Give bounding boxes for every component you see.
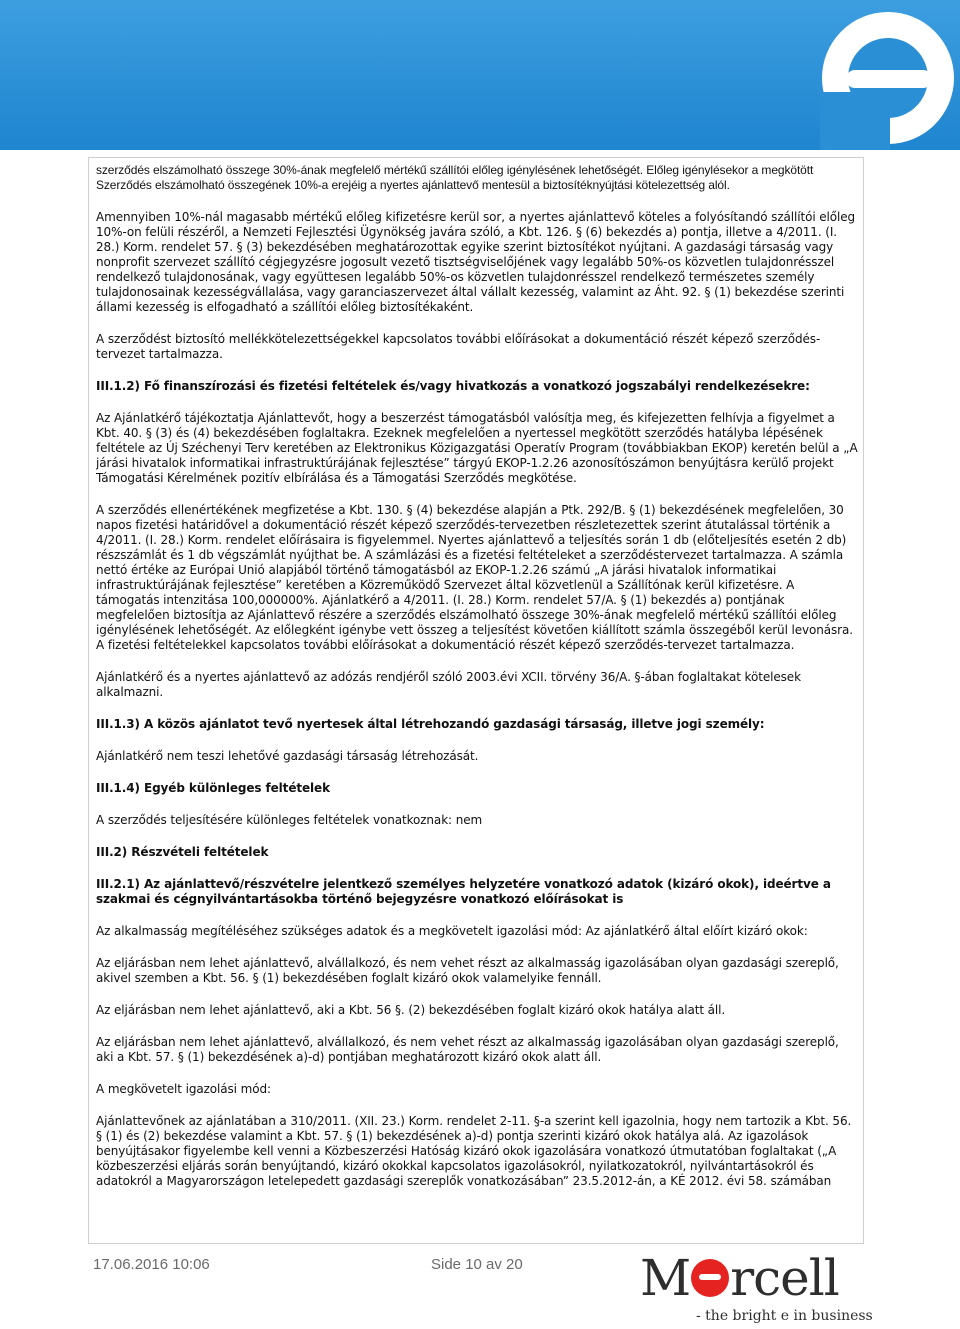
section-heading: III.1.4) Egyéb különleges feltételek	[96, 781, 330, 795]
paragraph: Ajánlatkérő nem teszi lehetővé gazdasági társaság létrehozását.	[96, 749, 479, 763]
paragraph: szerződés elszámolható összege 30%-ának megfelelő mértékű szállítói előleg igénylésének lehetőségét. Előleg igénylésekor a megkötött Szerződés elszámolható összegének 10%-a erejéig a nyertes ajánlattevő mentesül a biztosítéknyújtási kötelezettség alól.	[96, 163, 814, 192]
footer-date: 17.06.2016 10:06	[93, 1256, 210, 1273]
brand-wordmark	[640, 1250, 839, 1306]
paragraph: A szerződést biztosító mellékkötelezettségekkel kapcsolatos további előírásokat a dokumentáció részét képező szerződés-tervezet tartalmazza.	[96, 332, 821, 361]
section-heading: III.2.1) Az ajánlattevő/részvételre jelentkező személyes helyzetére vonatkozó adatok (kizáró okok), ideértve a szakmai és cégnyilvántartásokba történő bejegyzésre vonatkozó előírásokat is	[96, 877, 831, 906]
paragraph: Az eljárásban nem lehet ajánlattevő, alvállalkozó, és nem vehet részt az alkalmasság igazolásában olyan gazdasági szereplő, akivel szemben a Kbt. 56. § (1) bekezdésében foglalt kizáró okok valamelyike fennáll.	[96, 956, 839, 985]
paragraph: Ajánlatkérő és a nyertes ajánlattevő az adózás rendjéről szóló 2003.évi XCII. törvény 36/A. §-ában foglaltakat kötelesek alkalmazni.	[96, 670, 801, 699]
paragraph: Az Ajánlatkérő tájékoztatja Ajánlattevőt, hogy a beszerzést támogatásból valósítja meg, és kifejezetten felhívja a figyelmet a Kbt. 40. § (3) és (4) bekezdésében foglaltakra. Ezeknek megfelelően a nyertessel megkötött szerződés hatályba lépésének feltétele az Új Széchenyi Terv keretében az Elektronikus Közigazgatási Operatív Program (továbbiakban EKOP) keretén belül a „A járási hivatalok informatikai infrastruktúrájának fejlesztése” tárgyú EKOP-1.2.26 azonosítószámon benyújtásra kerülő projekt Támogatási Kérelmének pozitív elbírálása és a Támogatási Szerződés megkötése.	[96, 411, 858, 485]
paragraph: Az eljárásban nem lehet ajánlattevő, alvállalkozó, és nem vehet részt az alkalmasság igazolásában olyan gazdasági szereplő, aki a Kbt. 57. § (1) bekezdésének a)-d) pontjában meghatározott kizáró okok alatt áll.	[96, 1035, 839, 1064]
section-heading: III.1.3) A közös ajánlatot tevő nyertesek által létrehozandó gazdasági társaság, illetve jogi személy:	[96, 717, 765, 731]
footer-page-number: Side 10 av 20	[431, 1256, 523, 1273]
red-e-icon	[691, 1259, 729, 1297]
brand-name-start: M	[640, 1249, 691, 1307]
e-logo-icon	[760, 0, 960, 150]
paragraph: Az alkalmasság megítéléséhez szükséges adatok és a megkövetelt igazolási mód: Az ajánlatkérő által előírt kizáró okok:	[96, 924, 808, 938]
paragraph: Amennyiben 10%-nál magasabb mértékű előleg kifizetésre kerül sor, a nyertes ajánlattevő köteles a folyósítandó szállítói előleg 10%-on felüli részéről, a Nemzeti Fejlesztési Ügynökség javára szóló, a Kbt. 126. § (6) bekezdés a) pontja, illetve a 4/2011. (I. 28.) Korm. rendelet 57. § (3) bekezdésében meghatározottak egyike szerint biztosítékot nyújtani. A gazdasági társaság vagy nonprofit szervezet szállító cégjegyzésre jogosult vezető tisztségviselőjének vagy legalább 50%-os közvetlen tulajdonrésszel rendelkező tulajdonosának, vagy együttesen legalább 50%-os közvetlen tulajdonrésszel rendelkező természetes személy tulajdonosainak kezességvállalása, vagy garanciaszervezet által vállalt kezesség, valamint az Áht. 92. § (1) bekezdése szerinti állami kezesség is elfogadható a szállítói előleg biztosítékaként.	[96, 210, 856, 314]
brand-logo	[640, 1249, 873, 1325]
document-body	[96, 163, 858, 1243]
brand-name-end: rcell	[730, 1249, 839, 1307]
header-banner	[0, 0, 960, 150]
section-heading: III.2) Részvételi feltételek	[96, 845, 269, 859]
paragraph: Ajánlattevőnek az ajánlatában a 310/2011. (XII. 23.) Korm. rendelet 2-11. §-a szerint kell igazolnia, hogy nem tartozik a Kbt. 56. § (1) és (2) bekezdése valamint a Kbt. 57. § (1) bekezdésének a)-d) pontja szerinti kizáró okok hatálya alá. Az igazolások benyújtásakor figyelembe kell venni a Közbeszerzési Hatóság kizáró okok igazolására vonatkozó útmutatóban foglaltakat („A közbeszerzési eljárás során benyújtandó, kizáró okokkal kapcsolatos igazolásokról, nyilatkozatokról, nyilvántartásokról és adatokról a Magyarországon letelepedett gazdasági szereplők vonatkozásában” 23.5.2012-án, a KÉ 2012. évi 58. számában	[96, 1114, 852, 1188]
paragraph: A szerződés ellenértékének megfizetése a Kbt. 130. § (4) bekezdése alapján a Ptk. 292/B. § (1) bekezdésének megfelelően, 30 napos fizetési határidővel a dokumentáció részét képező szerződés-tervezetben részletezettek szerint átutalással történik a 4/2011. (I. 28.) Korm. rendelet előírásaira is figyelemmel. Nyertes ajánlattevő a teljesítés során 1 db (előteljesítés esetén 2 db) részszámlát és 1 db végszámlát nyújthat be. A számlázási és a fizetési feltételeket a szerződéstervezet tartalmazza. A számla nettó értéke az Európai Unió alapjából történő támogatásból az EKOP-1.2.26 számú „A járási hivatalok informatikai infrastruktúrájának fejlesztése” keretében a Közreműködő Szervezet által közvetlenül a Szállítónak kerül kifizetésre. A támogatás intenzitása 100,000000%. Ajánlatkérő a 4/2011. (I. 28.) Korm. rendelet 57/A. § (1) bekezdés a) pontjának megfelelően biztosítja az Ajánlattevő részére a szerződés elszámolható összege 30%-ának megfelelő mértékű szállítói előleg igénylésének lehetőségét. Az előlegként igénybe vett összeg a teljesítést követően kiállított számla összegéből kerül levonásra. A fizetési feltételekkel kapcsolatos további előírásokat a dokumentáció részét képező szerződés-tervezet tartalmazza.	[96, 503, 853, 652]
paragraph: Az eljárásban nem lehet ajánlattevő, aki a Kbt. 56 §. (2) bekezdésében foglalt kizáró okok hatálya alatt áll.	[96, 1003, 726, 1017]
section-heading: III.1.2) Fő finanszírozási és fizetési feltételek és/vagy hivatkozás a vonatkozó jogszabályi rendelkezésekre:	[96, 379, 810, 393]
paragraph: A szerződés teljesítésére különleges feltételek vonatkoznak: nem	[96, 813, 483, 827]
paragraph: A megkövetelt igazolási mód:	[96, 1082, 271, 1096]
brand-tagline: - the bright e in business	[696, 1308, 873, 1324]
